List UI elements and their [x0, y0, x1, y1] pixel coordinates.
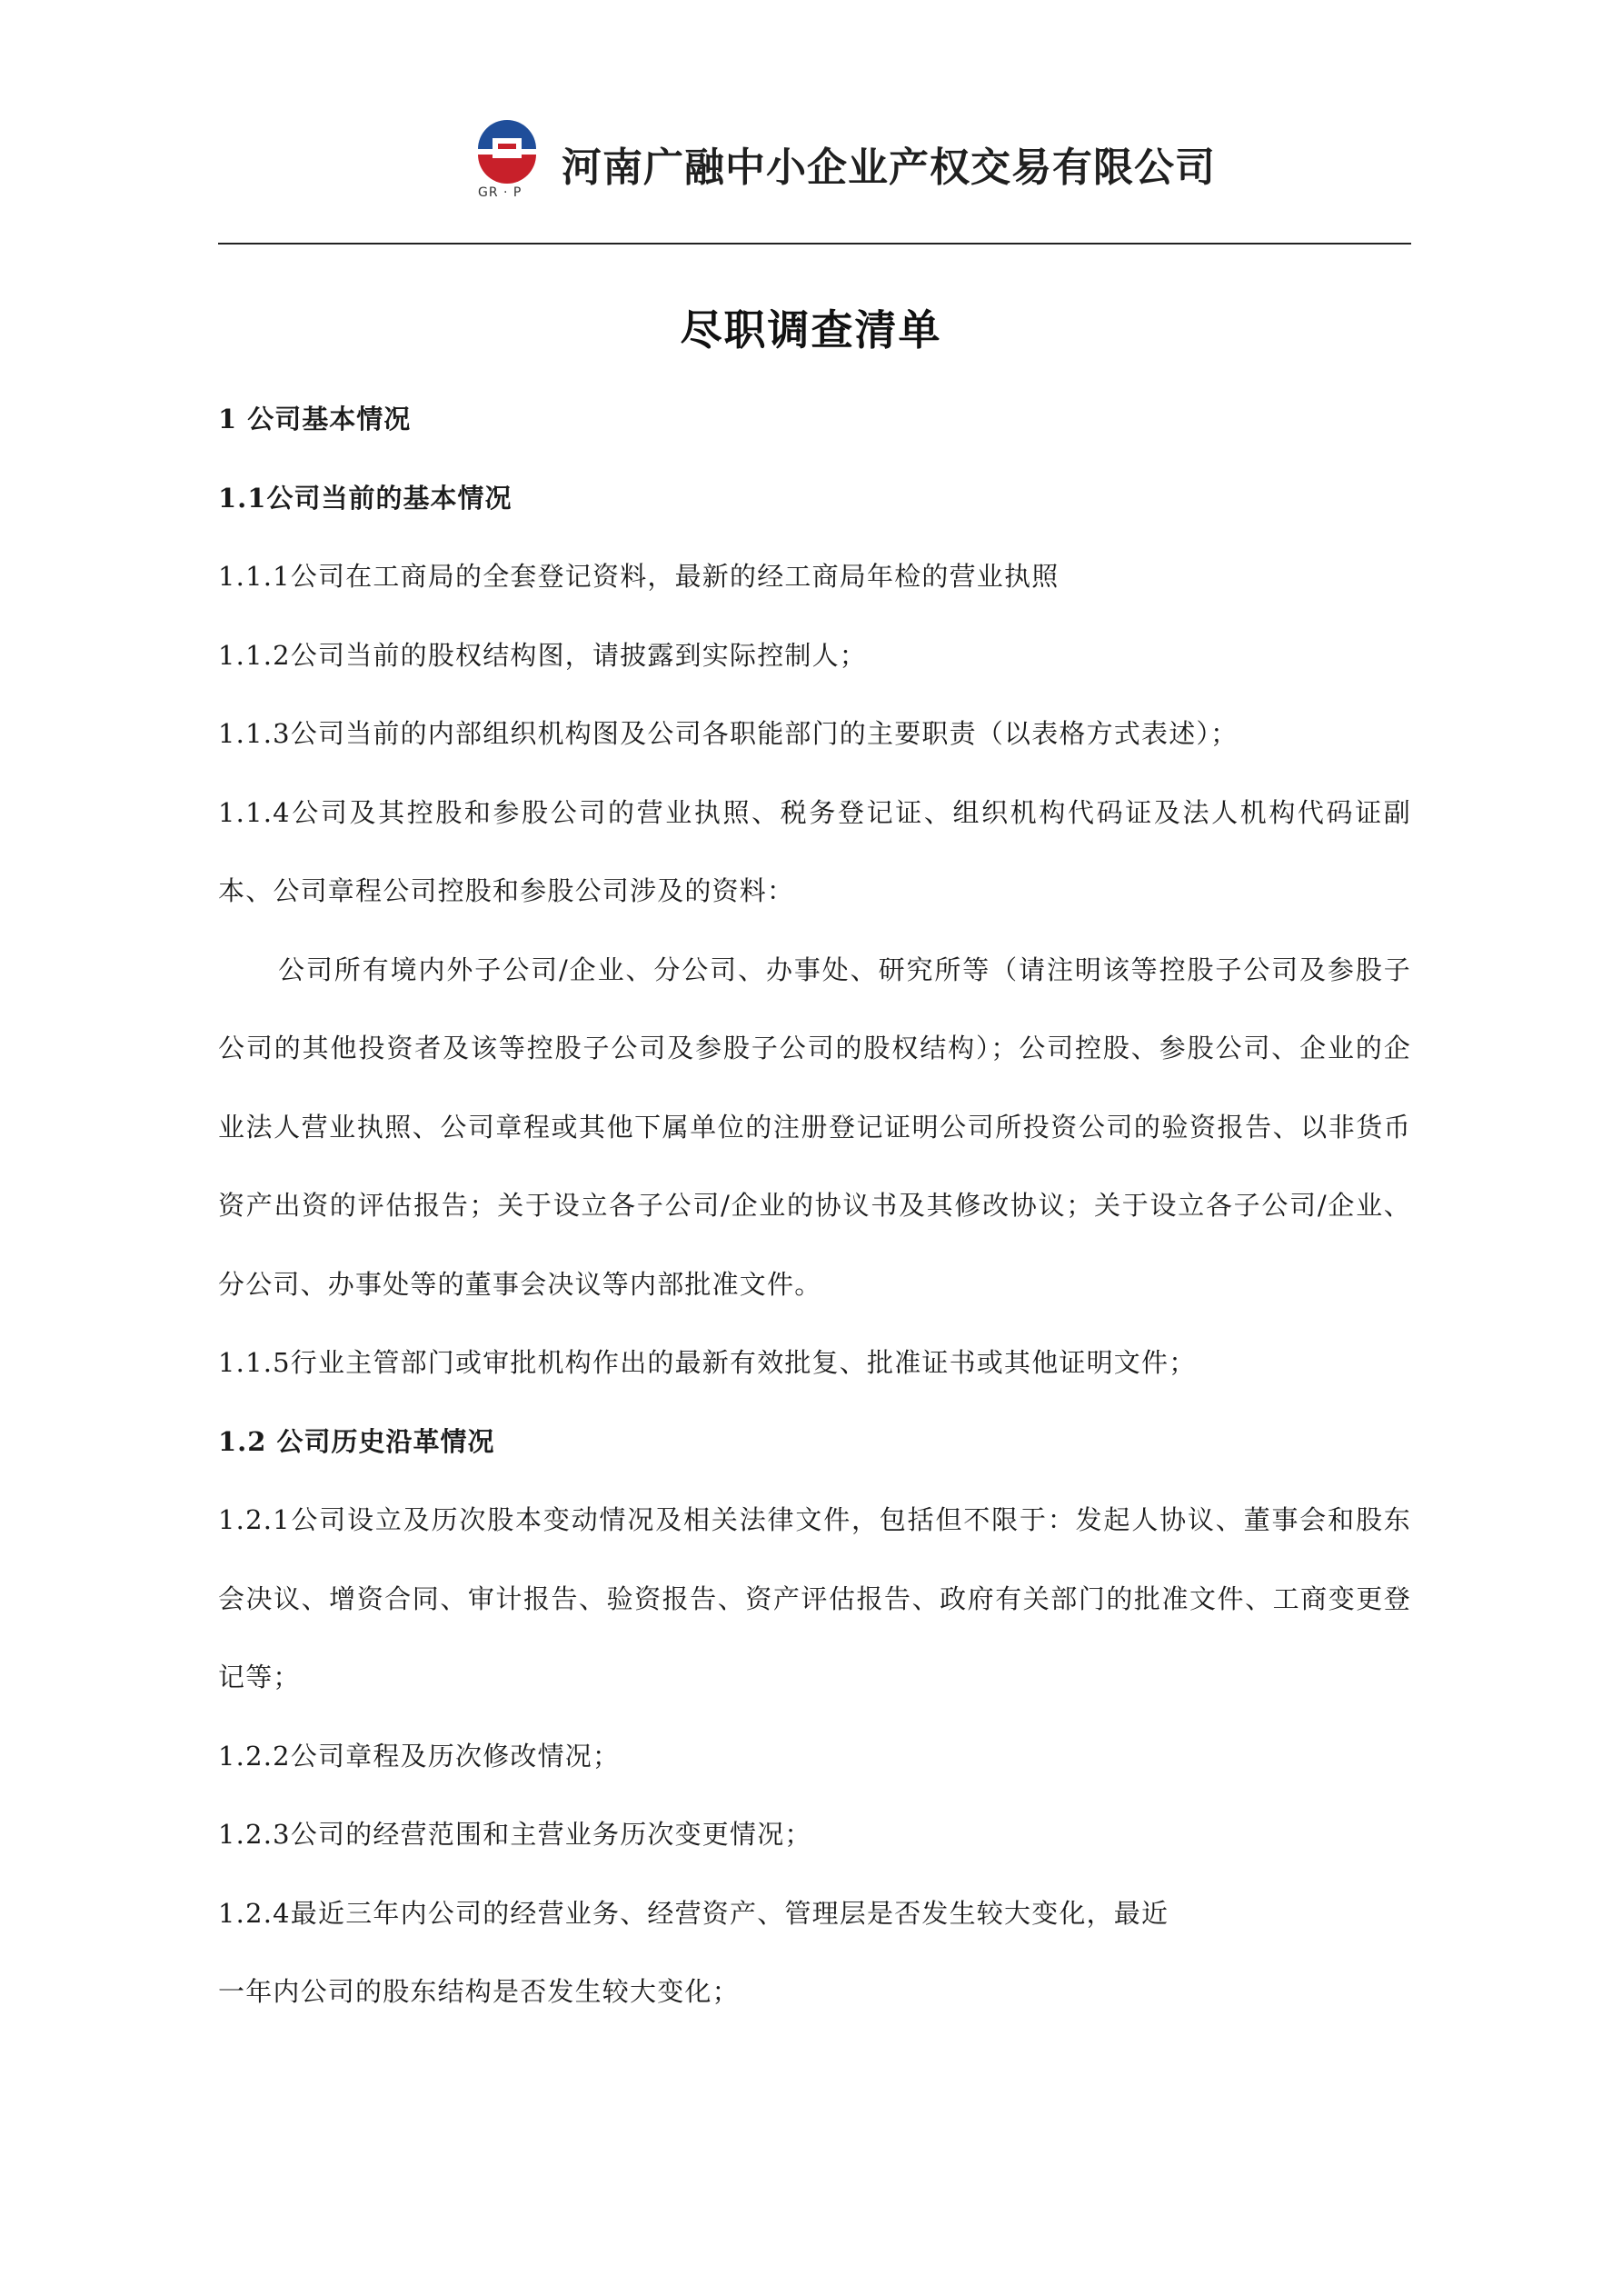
list-item-continuation: 一年内公司的股东结构是否发生较大变化； — [218, 1976, 740, 2007]
document-body — [218, 380, 1411, 2031]
document-title: 尽职调查清单 — [680, 305, 942, 354]
subsection-heading: 1.1公司当前的基本情况 — [218, 482, 512, 514]
logo-caption: GR · P — [478, 185, 522, 200]
list-item: 1.1.5行业主管部门或审批机构作出的最新有效批复、批准证书或其他证明文件； — [218, 1347, 1197, 1378]
header-divider — [218, 243, 1411, 245]
list-item: 1.1.2公司当前的股权结构图，请披露到实际控制人； — [218, 639, 867, 671]
list-item: 1.2.1公司设立及历次股本变动情况及相关法律文件，包括但不限于：发起人协议、董事会和股东会决议、增资合同、审计报告、验资报告、资产评估报告、政府有关部门的批准文件、工商变更登记等； — [218, 1504, 1411, 1692]
list-item: 1.1.1公司在工商局的全套登记资料，最新的经工商局年检的营业执照 — [218, 561, 1060, 592]
subsection-heading: 1.2 公司历史沿革情况 — [218, 1425, 495, 1457]
body-paragraph: 公司所有境内外子公司/企业、分公司、办事处、研究所等（请注明该等控股子公司及参股子公司的其他投资者及该等控股子公司及参股子公司的股权结构）；公司控股、参股公司、企业的企业法人营业执照、公司章程或其他下属单位的注册登记证明公司所投资公司的验资报告、以非货币资产出资的评估报告；关于设立各子公司/企业的协议书及其修改协议；关于设立各子公司/企业、分公司、办事处等的董事会决议等内部批准文件。 — [218, 953, 1411, 1300]
company-name: 河南广融中小企业产权交易有限公司 — [562, 145, 1216, 191]
company-logo — [473, 118, 542, 209]
list-item: 1.2.2公司章程及历次修改情况； — [218, 1740, 621, 1772]
list-item: 1.2.3公司的经营范围和主营业务历次变更情况； — [218, 1819, 812, 1850]
list-item: 1.2.4最近三年内公司的经营业务、经营资产、管理层是否发生较大变化，最近 — [218, 1897, 1169, 1929]
letterhead — [473, 118, 1216, 209]
list-item: 1.1.4公司及其控股和参股公司的营业执照、税务登记证、组织机构代码证及法人机构代码证副本、公司章程公司控股和参股公司涉及的资料： — [218, 796, 1411, 906]
list-item: 1.1.3公司当前的内部组织机构图及公司各职能部门的主要职责（以表格方式表述）； — [218, 718, 1239, 749]
section-heading: 1 公司基本情况 — [218, 404, 412, 434]
grp-logo-icon — [473, 118, 542, 184]
